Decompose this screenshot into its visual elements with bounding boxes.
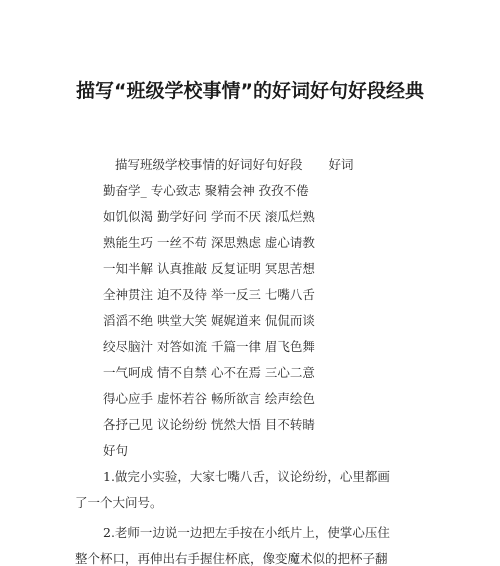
subtitle-text: 描写班级学校事情的好词好句好段 bbox=[115, 157, 303, 172]
subtitle-tag: 好词 bbox=[328, 157, 354, 172]
document-title: 描写“班级学校事情”的好词好句好段经典 bbox=[76, 80, 424, 102]
word-row: 各抒己见 议论纷纷 恍然大悟 目不转睛 bbox=[103, 417, 315, 432]
word-row: 得心应手 虚怀若谷 畅所欲言 绘声绘色 bbox=[103, 391, 315, 406]
word-row: 绞尽脑汁 对答如流 千篇一律 眉飞色舞 bbox=[103, 339, 315, 354]
sentences-heading: 好句 bbox=[103, 443, 129, 458]
sentence-continuation: 了一个大问号。 bbox=[75, 495, 163, 510]
word-row: 一知半解 认真推敲 反复证明 冥思苦想 bbox=[103, 261, 315, 276]
sentence-first-line: 1.做完小实验，大家七嘴八舌，议论纷纷，心里都画 bbox=[103, 469, 390, 484]
word-row: 全神贯注 迫不及待 举一反三 七嘴八舌 bbox=[103, 287, 315, 302]
word-row: 勤奋学_ 专心致志 聚精会神 孜孜不倦 bbox=[103, 183, 309, 198]
word-row: 熟能生巧 一丝不苟 深思熟虑 虚心请教 bbox=[103, 235, 315, 250]
word-row: 滔滔不绝 哄堂大笑 娓娓道来 侃侃而谈 bbox=[103, 313, 315, 328]
word-row: 如饥似渴 勤学好问 学而不厌 滚瓜烂熟 bbox=[103, 209, 315, 224]
section-subtitle bbox=[115, 156, 354, 174]
sentence-continuation: 整个杯口，再伸出右手握住杯底，像变魔术似的把杯子翻 bbox=[75, 551, 388, 566]
sentence-first-line: 2.老师一边说一边把左手按在小纸片上，使掌心压住 bbox=[103, 525, 390, 540]
word-row: 一气呵成 情不自禁 心不在焉 三心二意 bbox=[103, 365, 315, 380]
